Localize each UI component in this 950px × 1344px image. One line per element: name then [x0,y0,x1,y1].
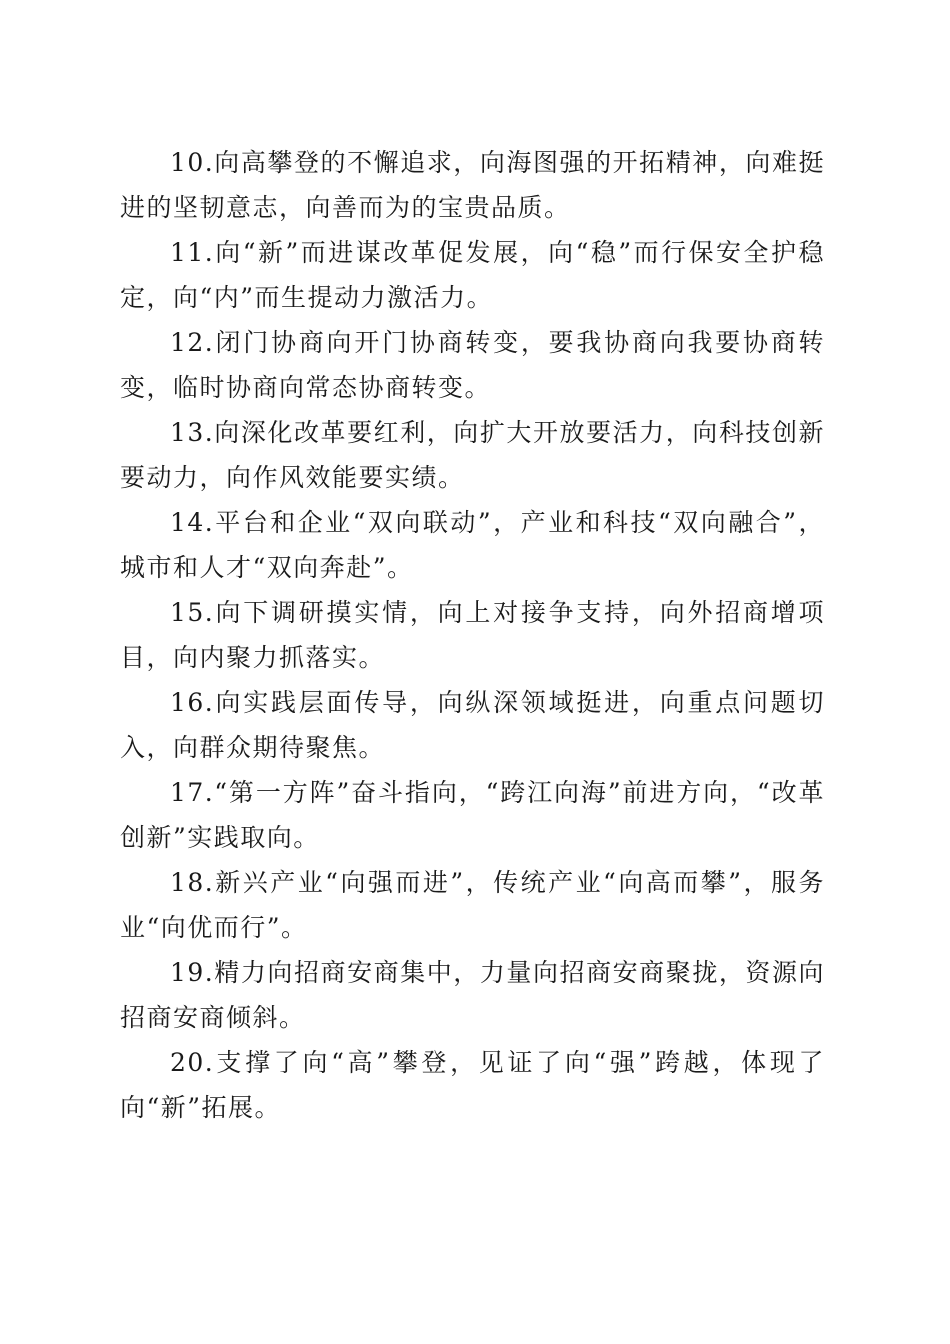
paragraph-12: 12.闭门协商向开门协商转变，要我协商向我要协商转变，临时协商向常态协商转变。 [120,328,825,402]
paragraph-13: 13.向深化改革要红利，向扩大开放要活力，向科技创新要动力，向作风效能要实绩。 [120,418,825,492]
paragraph-14: 14.平台和企业“双向联动”，产业和科技“双向融合”，城市和人才“双向奔赴”。 [120,508,825,582]
paragraph-16: 16.向实践层面传导，向纵深领域挺进，向重点问题切入，向群众期待聚焦。 [120,688,825,762]
paragraph-10: 10.向高攀登的不懈追求，向海图强的开拓精神，向难挺进的坚韧意志，向善而为的宝贵品质。 [120,148,825,222]
paragraph-11: 11.向“新”而进谋改革促发展，向“稳”而行保安全护稳定，向“内”而生提动力激活力。 [120,238,825,312]
paragraph-18: 18.新兴产业“向强而进”，传统产业“向高而攀”，服务业“向优而行”。 [120,868,825,942]
paragraph-17: 17.“第一方阵”奋斗指向，“跨江向海”前进方向，“改革创新”实践取向。 [120,778,825,852]
paragraph-19: 19.精力向招商安商集中，力量向招商安商聚拢，资源向招商安商倾斜。 [120,958,825,1032]
paragraph-15: 15.向下调研摸实情，向上对接争支持，向外招商增项目，向内聚力抓落实。 [120,598,825,672]
paragraph-20: 20.支撑了向“高”攀登，见证了向“强”跨越，体现了向“新”拓展。 [120,1048,825,1122]
document-body [120,140,825,1130]
